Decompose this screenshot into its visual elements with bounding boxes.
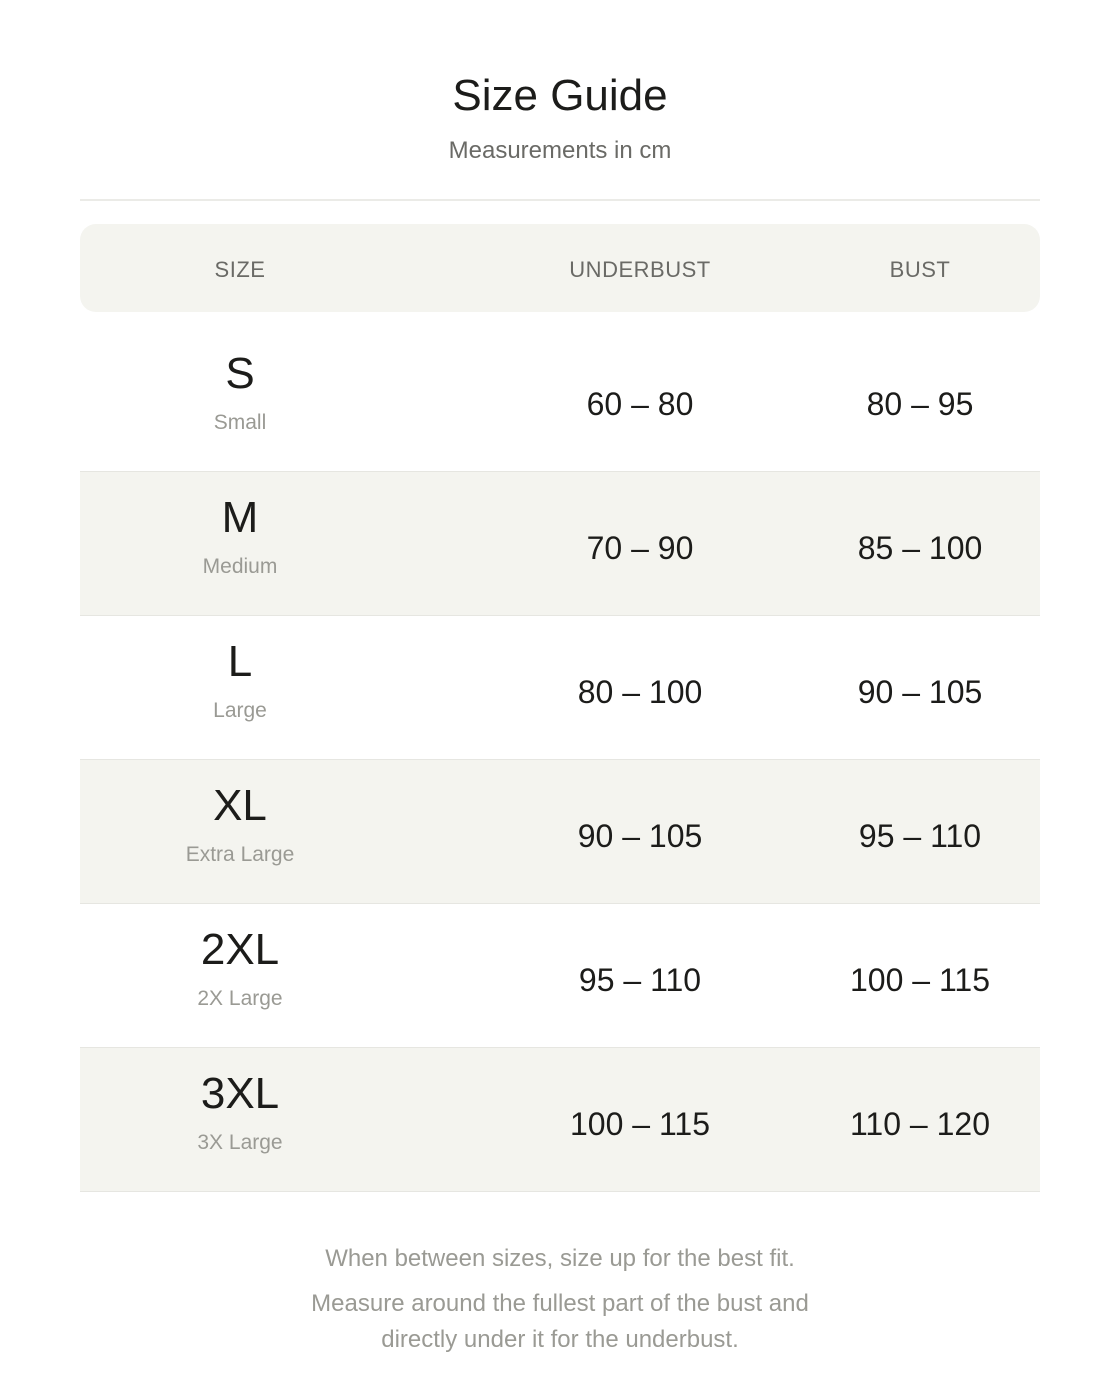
bust-range: 110 – 120 bbox=[850, 1106, 990, 1142]
table-body bbox=[80, 328, 1040, 1192]
table-row bbox=[80, 328, 1040, 472]
bust-range: 85 – 100 bbox=[857, 530, 983, 566]
footer-notes bbox=[0, 1242, 1120, 1358]
size-code: 2XL bbox=[200, 925, 280, 974]
size-code: L bbox=[227, 637, 253, 686]
table-row bbox=[80, 1048, 1040, 1192]
bust-range: 80 – 95 bbox=[866, 386, 974, 422]
underbust-range: 70 – 90 bbox=[586, 530, 694, 566]
bust-range: 100 – 115 bbox=[850, 962, 990, 998]
page-subtitle: Measurements in cm bbox=[448, 137, 672, 164]
size-code: M bbox=[221, 493, 259, 542]
underbust-range: 90 – 105 bbox=[577, 818, 703, 854]
column-header-underbust: UNDERBUST bbox=[569, 257, 711, 282]
size-name: 3X Large bbox=[197, 1131, 283, 1154]
size-name: Small bbox=[213, 411, 267, 434]
underbust-range: 95 – 110 bbox=[578, 962, 702, 998]
size-name: Extra Large bbox=[185, 843, 295, 866]
table-header bbox=[80, 224, 1040, 312]
table-row bbox=[80, 472, 1040, 616]
header-divider bbox=[80, 199, 1040, 201]
size-table bbox=[80, 224, 1040, 1154]
measure-note: Measure around the fullest part of the bust and directly under it for the underbust. bbox=[311, 1290, 809, 1353]
size-name: 2X Large bbox=[197, 987, 283, 1010]
size-name: Medium bbox=[202, 555, 278, 578]
table-row bbox=[80, 904, 1040, 1048]
table-row bbox=[80, 760, 1040, 904]
size-code: 3XL bbox=[200, 1069, 280, 1118]
bust-range: 95 – 110 bbox=[858, 818, 982, 854]
underbust-range: 60 – 80 bbox=[586, 386, 694, 422]
page-title: Size Guide bbox=[452, 71, 668, 120]
column-header-size: SIZE bbox=[214, 257, 266, 282]
size-code: XL bbox=[213, 781, 267, 830]
size-code: S bbox=[225, 349, 255, 398]
column-header-bust: BUST bbox=[889, 257, 951, 282]
table-row bbox=[80, 616, 1040, 760]
fit-note: When between sizes, size up for the best fit. bbox=[325, 1245, 795, 1272]
bust-range: 90 – 105 bbox=[857, 674, 983, 710]
underbust-range: 80 – 100 bbox=[577, 674, 703, 710]
size-name: Large bbox=[213, 699, 267, 722]
underbust-range: 100 – 115 bbox=[570, 1106, 710, 1142]
